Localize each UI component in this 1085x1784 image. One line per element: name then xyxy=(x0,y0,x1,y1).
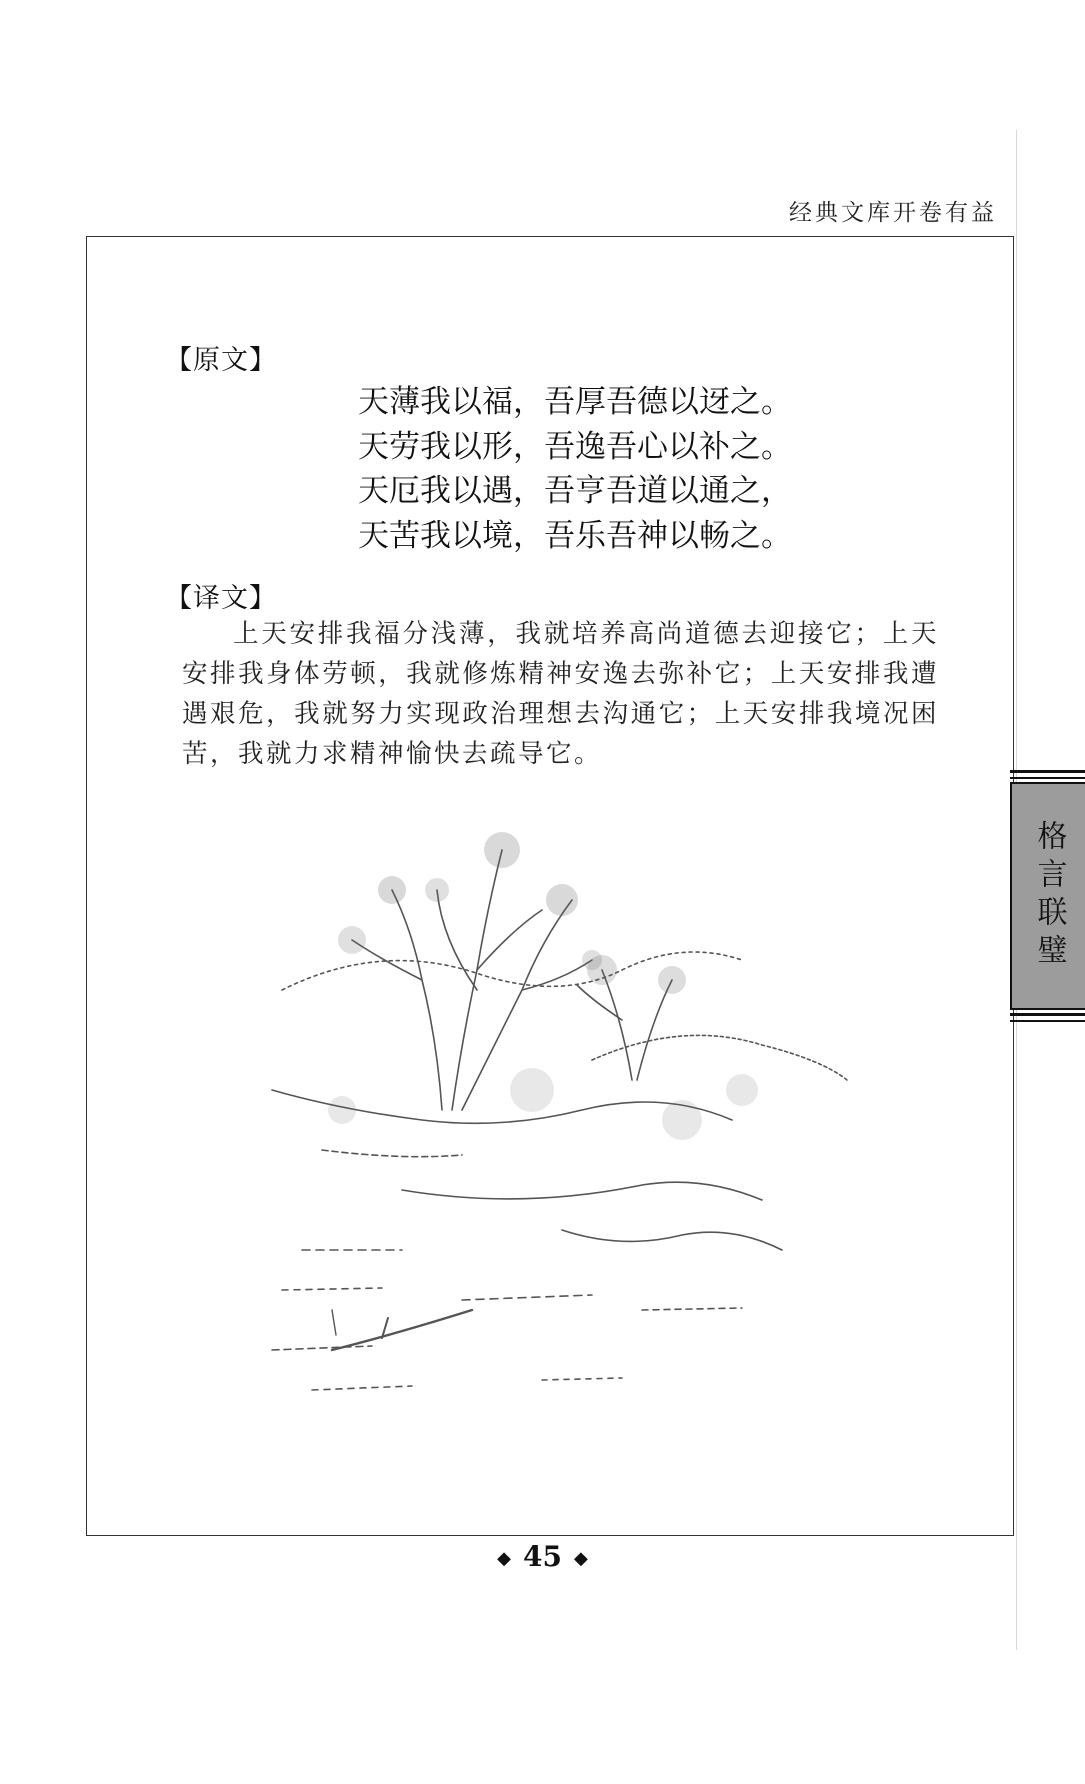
poem-line: 天劳我以形，吾逸吾心以补之。 xyxy=(358,428,792,465)
original-label: 【原文】 xyxy=(165,345,277,376)
poem-line: 天薄我以福，吾厚吾德以迓之。 xyxy=(358,384,792,420)
page-number: 45 xyxy=(523,1540,562,1573)
tab-body xyxy=(1010,782,1085,1010)
side-tab xyxy=(1010,770,1085,1022)
tab-rule-bottom xyxy=(1010,1013,1085,1022)
poem xyxy=(358,380,818,558)
diamond-ornament-icon: ◆ xyxy=(573,1548,588,1569)
landscape-illustration xyxy=(262,790,852,1450)
poem-line: 天苦我以境，吾乐吾神以畅之。 xyxy=(358,517,792,554)
poem-line: 天厄我以遇，吾亨吾道以通之， xyxy=(358,473,792,509)
translation-text: 上天安排我福分浅薄，我就培养高尚道德去迎接它；上天安排我身体劳顿，我就修炼精神安逸去弥补它；上天安排我遭遇艰危，我就努力实现政治理想去沟通它；上天安排我境况困苦，我就力求精神愉快去疏导它。 xyxy=(182,619,939,769)
side-tab-label: 格言联璧 xyxy=(1031,820,1067,972)
tab-rule-top xyxy=(1010,770,1085,779)
page-footer xyxy=(0,1540,1085,1573)
series-title: 经典文库开卷有益 xyxy=(789,200,997,226)
translation-label: 【译文】 xyxy=(165,583,277,614)
diamond-ornament-icon: ◆ xyxy=(497,1548,512,1569)
